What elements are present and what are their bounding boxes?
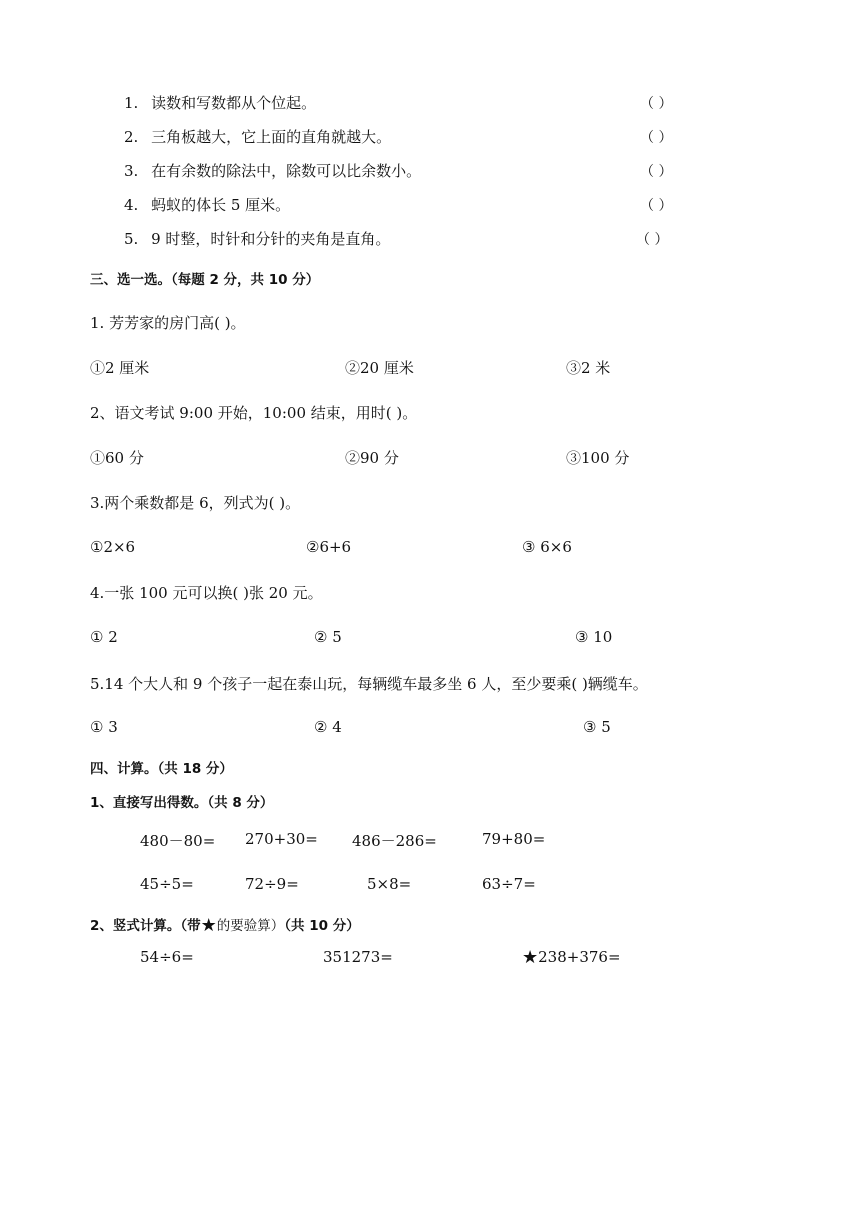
option[interactable]: ① 3	[90, 718, 118, 736]
item-number: 4.	[124, 196, 139, 214]
item-number: 2.	[124, 128, 139, 146]
item-text: 读数和写数都从个位起。	[151, 94, 317, 112]
option[interactable]: ①2 厘米	[90, 359, 150, 377]
part1-heading: 1、直接写出得数。（共 8 分）	[90, 795, 274, 811]
question-text: 3.两个乘数都是 6，列式为( )。	[90, 494, 301, 512]
option[interactable]: ① 2	[90, 628, 118, 646]
question-text: 5.14 个大人和 9 个孩子一起在泰山玩，每辆缆车最多坐 6 人，至少要乘( )辆缆车。	[90, 675, 648, 693]
option[interactable]: ③2 米	[566, 359, 611, 377]
option[interactable]: ③ 5	[583, 718, 611, 736]
question-text: 4.一张 100 元可以换( )张 20 元。	[90, 584, 323, 602]
option[interactable]: ③ 10	[575, 628, 613, 646]
calc-item: 72÷9=	[245, 875, 299, 893]
star-icon: ★	[522, 947, 539, 968]
answer-blank[interactable]: （ ）	[640, 130, 673, 146]
option[interactable]: ② 5	[314, 628, 342, 646]
calc-item: 5×8=	[367, 875, 412, 893]
section3-heading: 三、选一选。（每题 2 分，共 10 分）	[90, 272, 320, 288]
calc-item: 63÷7=	[482, 875, 536, 893]
option[interactable]: ②6+6	[306, 538, 352, 556]
answer-blank[interactable]: （ ）	[640, 96, 673, 112]
option[interactable]: ①2×6	[90, 538, 136, 556]
judge-item	[124, 194, 290, 215]
option[interactable]: ② 4	[314, 718, 342, 736]
option[interactable]: ②90 分	[345, 449, 399, 467]
calc-item: 79+80=	[482, 830, 546, 848]
judge-item	[124, 126, 391, 147]
item-text: 三角板越大，它上面的直角就越大。	[151, 128, 392, 146]
option[interactable]: ②20 厘米	[345, 359, 414, 377]
calc-item: 45÷5=	[140, 875, 194, 893]
star-icon: ★	[200, 915, 217, 936]
option[interactable]: ③100 分	[566, 449, 630, 467]
section4-heading: 四、计算。（共 18 分）	[90, 761, 233, 777]
part2-heading-c: （共 10 分）	[284, 918, 360, 934]
part2-heading	[90, 914, 360, 935]
option[interactable]: ③ 6×6	[522, 538, 572, 556]
item-text: 在有余数的除法中，除数可以比余数小。	[151, 162, 422, 180]
part2-heading-a: 2、竖式计算。（带	[90, 918, 201, 934]
question-text: 2、语文考试 9:00 开始，10:00 结束，用时( )。	[90, 404, 418, 422]
calc-item: 480－80=	[140, 832, 216, 850]
item-text: 蚂蚁的体长 5 厘米。	[151, 196, 291, 214]
answer-blank[interactable]: （ ）	[636, 232, 669, 248]
calc-item: 351273=	[323, 948, 393, 966]
part2-heading-b: 的要验算）	[216, 918, 285, 934]
calc-item: 54÷6=	[140, 948, 194, 966]
calc-item-with-star	[522, 946, 621, 967]
answer-blank[interactable]: （ ）	[640, 164, 673, 180]
item-number: 5.	[124, 230, 139, 248]
judge-item	[124, 92, 316, 113]
question-text: 1. 芳芳家的房门高( )。	[90, 314, 246, 332]
item-number: 3.	[124, 162, 139, 180]
judge-item	[124, 228, 390, 249]
item-number: 1.	[124, 94, 139, 112]
calc-item: 238+376=	[538, 948, 621, 966]
calc-item: 486－286=	[352, 832, 437, 850]
item-text: 9 时整，时针和分针的夹角是直角。	[151, 230, 391, 248]
option[interactable]: ①60 分	[90, 449, 144, 467]
calc-item: 270+30=	[245, 830, 318, 848]
judge-item	[124, 160, 421, 181]
answer-blank[interactable]: （ ）	[640, 198, 673, 214]
